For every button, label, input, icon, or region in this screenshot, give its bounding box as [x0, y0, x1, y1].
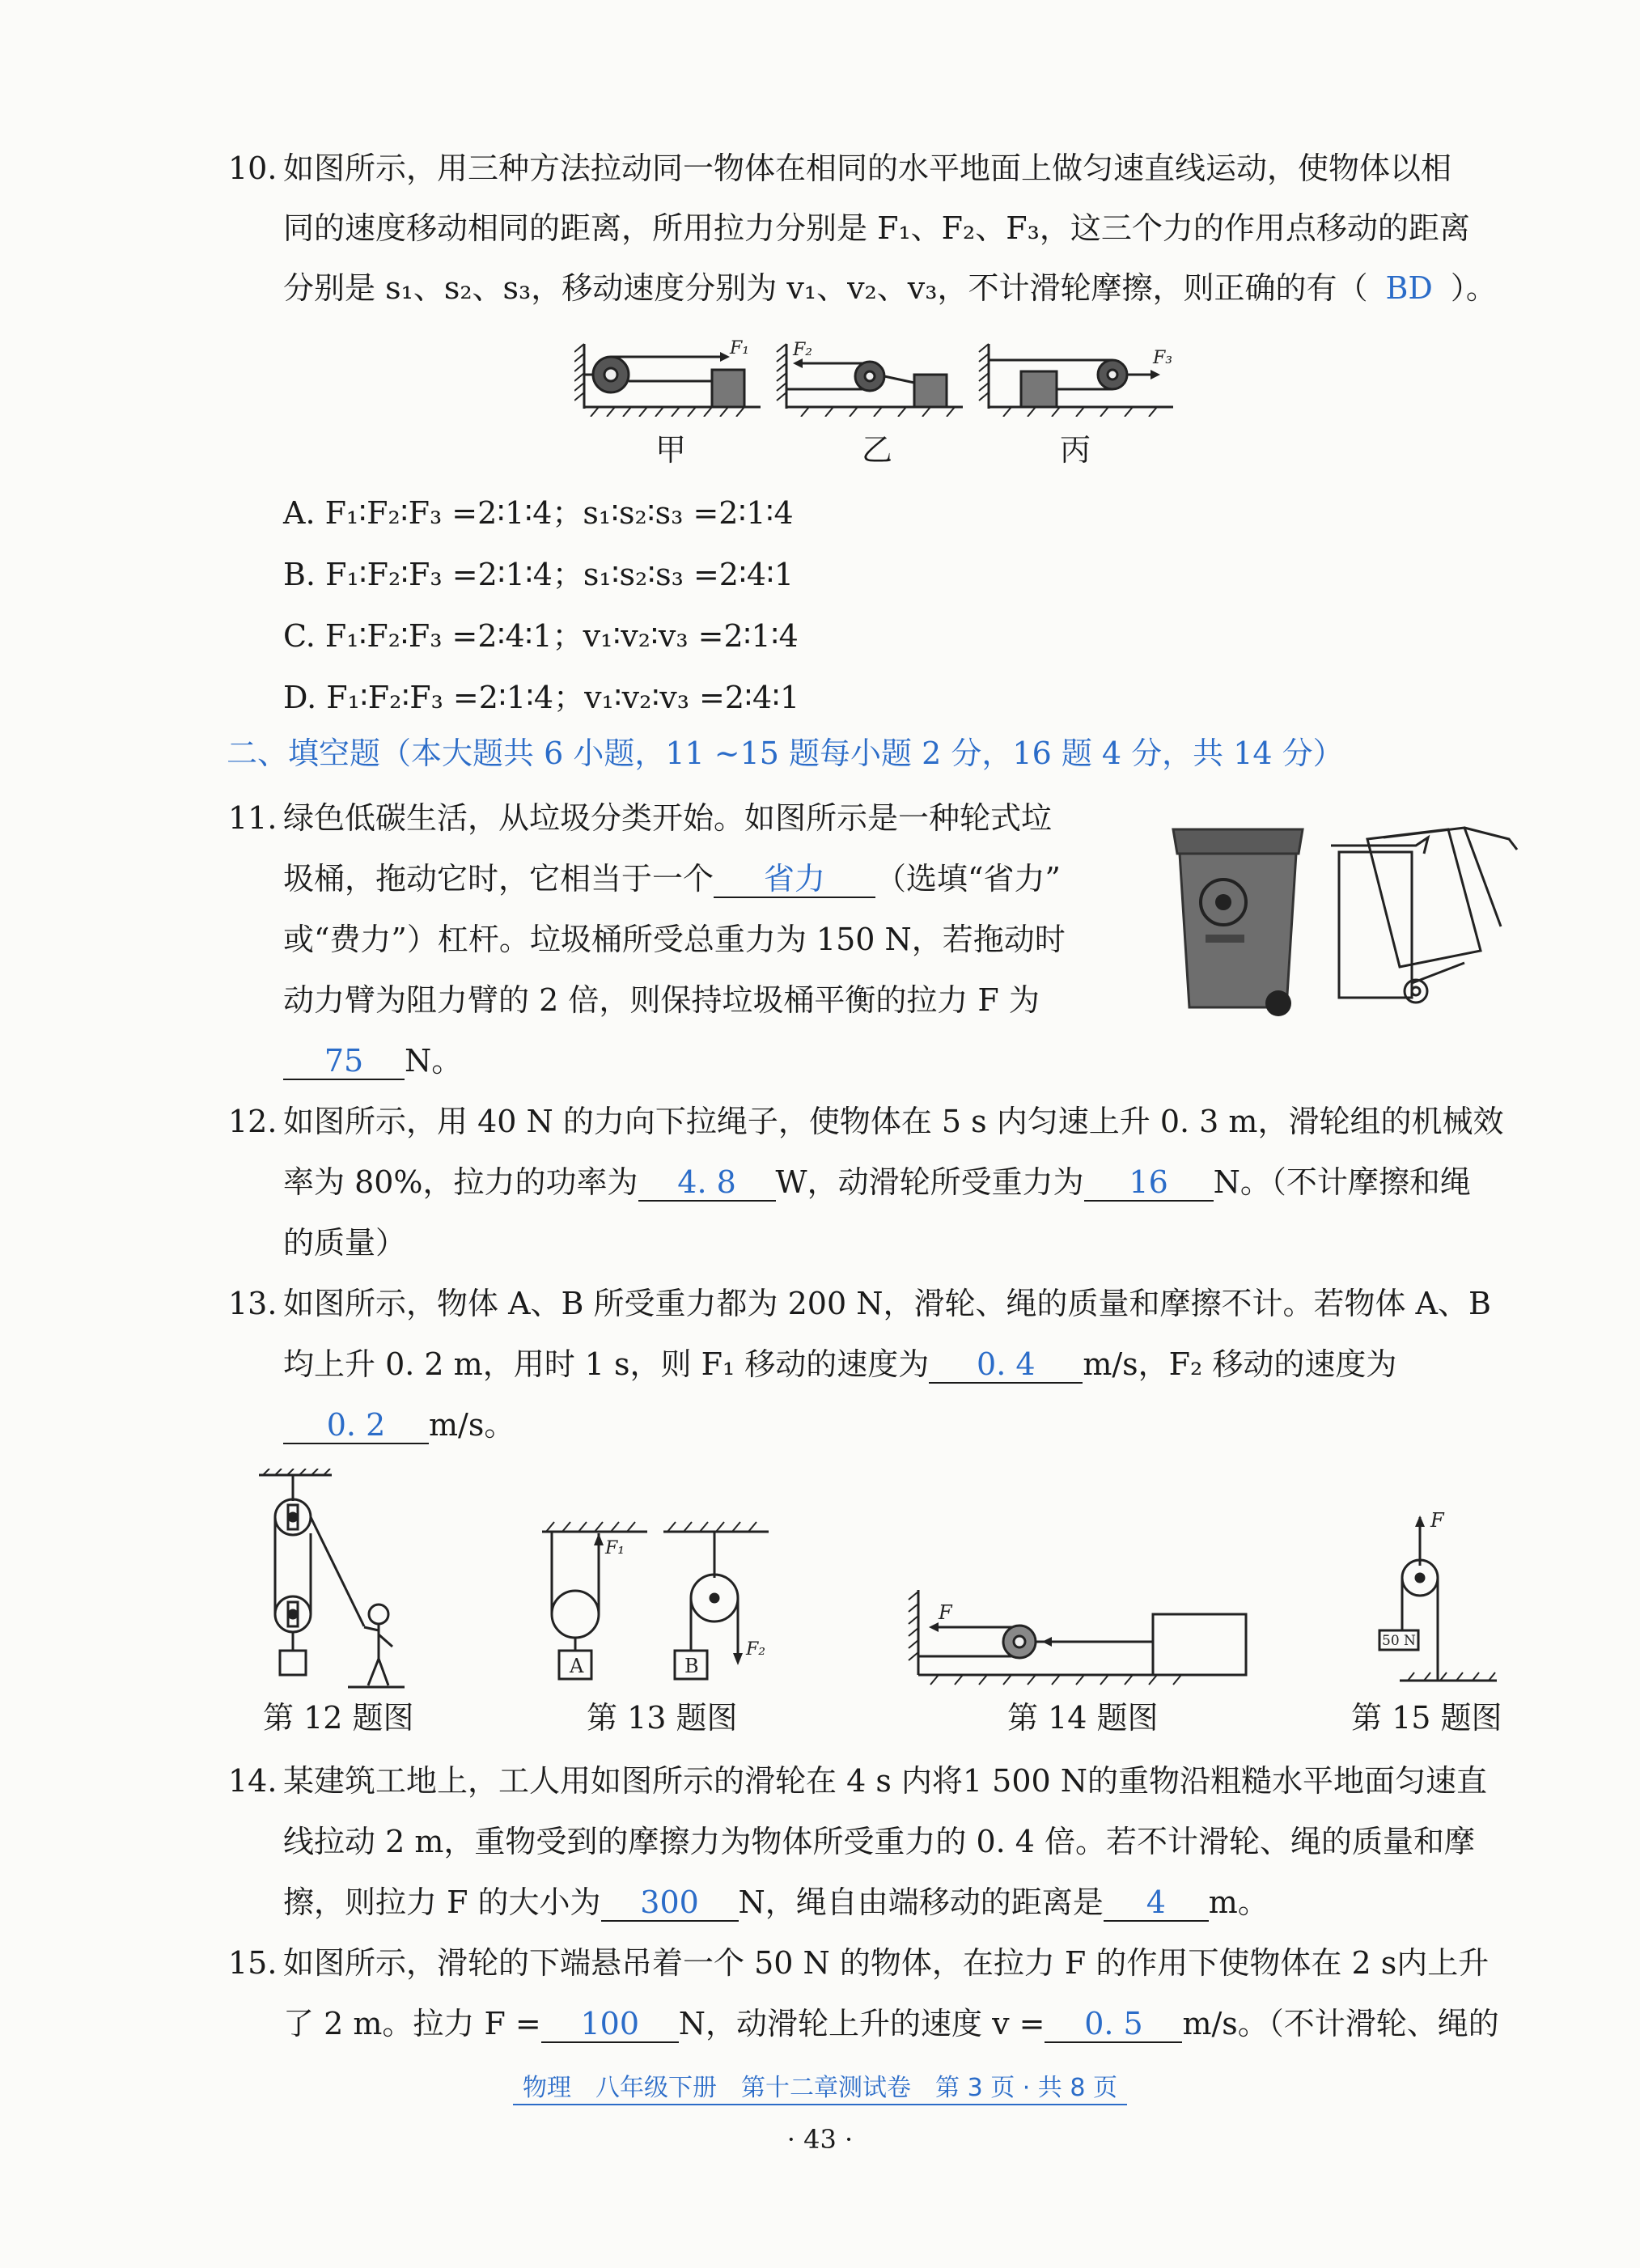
q13-number: 13.	[228, 1286, 278, 1321]
q15-line2-b: N，动滑轮上升的速度 v =	[678, 2006, 1045, 2041]
q12-answer2: 16	[1084, 1164, 1214, 1202]
q11-line1: 绿色低碳生活，从垃圾分类开始。如图所示是一种轮式垃	[283, 800, 1053, 836]
q13-line3-b: m/s。	[429, 1407, 515, 1443]
q15-line2-a: 了 2 m。拉力 F =	[283, 2006, 541, 2041]
fig-label-bing: 丙	[1060, 432, 1091, 468]
q10-line3-end: ）。	[1450, 270, 1497, 306]
q11-number: 11.	[228, 800, 278, 836]
q11-line5	[283, 1040, 462, 1082]
q14-number: 14.	[228, 1763, 278, 1799]
fig13-F1-label: F₁	[605, 1538, 625, 1558]
q10-option-d: D. F₁∶F₂∶F₃ =2∶1∶4；v₁∶v₂∶v₃ =2∶4∶1	[283, 680, 800, 715]
q15-line2-c: m/s。（不计滑轮、绳的	[1182, 2006, 1499, 2041]
q10-answer: BD	[1385, 270, 1433, 306]
q10-line1: 如图所示，用三种方法拉动同一物体在相同的水平地面上做匀速直线运动，使物体以相	[283, 150, 1452, 186]
q15-number: 15.	[228, 1945, 278, 1981]
fig-label-yi: 乙	[862, 432, 893, 468]
trash-can-diagram	[1331, 828, 1517, 1003]
q12-line2	[283, 1161, 1471, 1203]
q11-line5-b: N。	[405, 1043, 463, 1079]
q11-line3: 或“费力”）杠杆。垃圾桶所受总重力为 150 N，若拖动时	[283, 922, 1066, 957]
fig12-caption: 第 12 题图	[263, 1700, 414, 1736]
q13-line2-a: 均上升 0. 2 m，用时 1 s，则 F₁ 移动的速度为	[283, 1346, 930, 1382]
q15-line1: 如图所示，滑轮的下端悬吊着一个 50 N 的物体，在拉力 F 的作用下使物体在 2 s内上升	[283, 1945, 1490, 1981]
q14-line1: 某建筑工地上，工人用如图所示的滑轮在 4 s 内将1 500 N的重物沿粗糙水平地面匀速直	[283, 1763, 1488, 1799]
q10-option-c: C. F₁∶F₂∶F₃ =2∶4∶1；v₁∶v₂∶v₃ =2∶1∶4	[283, 618, 799, 654]
q15-line2	[283, 2003, 1499, 2045]
q14-line3	[283, 1881, 1269, 1923]
section-fill-in-blank	[227, 732, 1344, 774]
q11-line2	[283, 858, 1061, 900]
q12-line1: 如图所示，用 40 N 的力向下拉绳子，使物体在 5 s 内匀速上升 0. 3 m，滑轮组的机械效	[283, 1104, 1504, 1139]
figure-bing	[979, 344, 1173, 417]
q14-line3-c: m。	[1208, 1884, 1269, 1920]
q14-line2: 线拉动 2 m，重物受到的摩擦力为物体所受重力的 0. 4 倍。若不计滑轮、绳的质量和摩	[283, 1824, 1476, 1859]
q10-figure	[574, 336, 1181, 417]
q12-line2-b: W，动滑轮所受重力为	[775, 1164, 1084, 1200]
q10-number: 10.	[228, 150, 278, 186]
fig-F1-label: F₁	[730, 338, 750, 358]
q12-line2-a: 率为 80%，拉力的功率为	[283, 1164, 638, 1200]
fig15-weight-label: 50 N	[1382, 1633, 1416, 1649]
q13-answer2: 0. 2	[283, 1407, 429, 1444]
q12-answer1: 4. 8	[638, 1164, 776, 1202]
q11-answer1: 省力	[714, 861, 875, 898]
fig15-movable-pulley	[1379, 1517, 1497, 1681]
trash-can-photo	[1173, 829, 1303, 1016]
footer-text: 物理 八年级下册 第十二章测试卷 第 3 页 · 共 8 页	[513, 2074, 1127, 2105]
q13-line3	[283, 1404, 515, 1446]
q10-option-a: A. F₁∶F₂∶F₃ =2∶1∶4；s₁∶s₂∶s₃ =2∶1∶4	[283, 495, 794, 531]
section-title: 二、填空题	[227, 736, 381, 771]
q11-trash-can-figure	[1157, 805, 1537, 1032]
q11-line4: 动力臂为阻力臂的 2 倍，则保持垃圾桶平衡的拉力 F 为	[283, 982, 1040, 1018]
fig-F2-label: F₂	[793, 340, 813, 360]
q12-line3: 的质量）	[283, 1225, 407, 1261]
fig14-caption: 第 14 题图	[1007, 1700, 1159, 1736]
fig15-F-label: F	[1430, 1509, 1444, 1532]
q14-answer1: 300	[601, 1884, 739, 1922]
fig14-horizontal-pulley	[909, 1590, 1246, 1685]
q10-line3-text: 分别是 s₁、s₂、s₃，移动速度分别为 v₁、v₂、v₃，不计滑轮摩擦，则正确的有（	[283, 270, 1368, 306]
q14-answer2: 4	[1104, 1884, 1209, 1922]
fig12-pulley-system	[259, 1469, 405, 1687]
q15-answer2: 0. 5	[1045, 2006, 1182, 2043]
fig13-caption: 第 13 题图	[587, 1700, 738, 1736]
fig13-block-A: A	[570, 1655, 584, 1677]
section-note: （本大题共 6 小题，11 ~15 题每小题 2 分，16 题 4 分，共 14 分）	[380, 736, 1344, 771]
fig14-F-label: F	[939, 1601, 952, 1624]
fig15-caption: 第 15 题图	[1351, 1700, 1502, 1736]
q13-answer1: 0. 4	[929, 1346, 1083, 1384]
q10-line2: 同的速度移动相同的距离，所用拉力分别是 F₁、F₂、F₃，这三个力的作用点移动的距离	[283, 210, 1470, 246]
fig-label-jia: 甲	[655, 432, 687, 468]
figures-row	[243, 1469, 1521, 1695]
fig-F3-label: F₃	[1153, 348, 1173, 368]
q10-line3	[283, 267, 1497, 309]
q14-line3-b: N，绳自由端移动的距离是	[738, 1884, 1104, 1920]
q13-line1: 如图所示，物体 A、B 所受重力都为 200 N，滑轮、绳的质量和摩擦不计。若物体 A、B	[283, 1286, 1491, 1321]
fig13-block-B: B	[684, 1655, 699, 1677]
q13-line2-b: m/s，F₂ 移动的速度为	[1083, 1346, 1397, 1382]
q11-answer2: 75	[283, 1043, 405, 1080]
q15-answer1: 100	[541, 2006, 679, 2043]
q12-number: 12.	[228, 1104, 278, 1139]
q11-line2-a: 圾桶，拖动它时，它相当于一个	[283, 861, 714, 897]
q11-line2-b: （选填“省力”	[875, 861, 1061, 897]
page-number: · 43 ·	[786, 2124, 854, 2155]
q13-line2	[283, 1343, 1396, 1385]
fig13-F2-label: F₂	[746, 1639, 766, 1660]
q10-option-b: B. F₁∶F₂∶F₃ =2∶1∶4；s₁∶s₂∶s₃ =2∶4∶1	[283, 557, 795, 592]
q12-line2-c: N。（不计摩擦和绳	[1213, 1164, 1471, 1200]
q14-line3-a: 擦，则拉力 F 的大小为	[283, 1884, 601, 1920]
page-footer	[0, 2067, 1640, 2103]
